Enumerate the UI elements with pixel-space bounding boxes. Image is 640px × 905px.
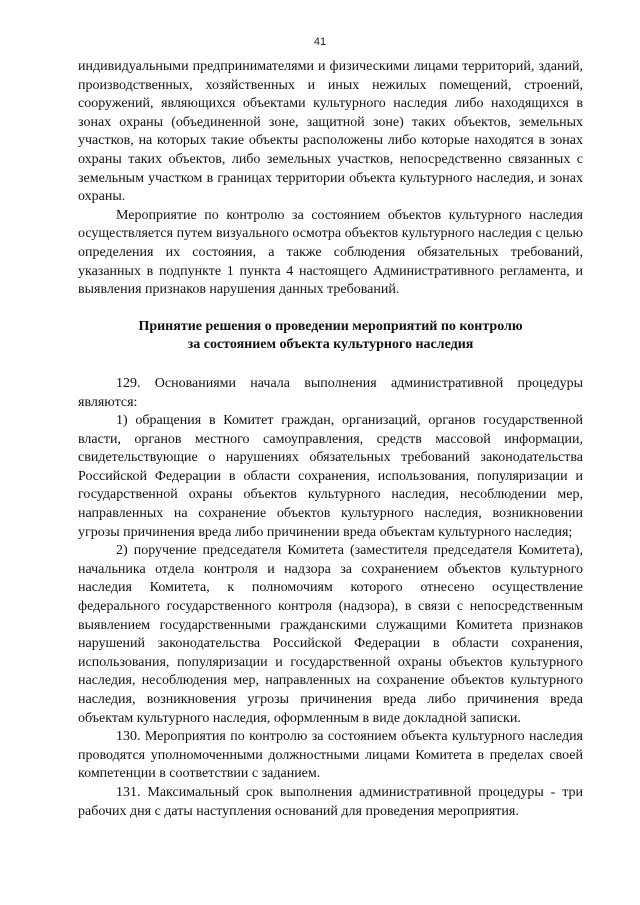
section-heading-line1: Принятие решения о проведении мероприятий по контролю xyxy=(138,318,523,334)
paragraph-130: 130. Мероприятия по контролю за состоянием объекта культурного наследия проводятся уполномоченными должностными лицами Комитета в пределах своей компетенции в соответствии с заданием. xyxy=(78,729,583,782)
paragraph-129-item-1: 1) обращения в Комитет граждан, организаций, органов государственной власти, органов местного самоуправления, средств массовой информации, свидетельствующие о нарушениях обязательных требований законодательства Российской Федерации в области сохранения, использования, популяризации и государственной охраны объектов культурного наследия, несоблюдении мер, направленных на сохранение объектов культурного наследия, возникновении угрозы причинения вреда либо причинении вреда объектам культурного наследия; xyxy=(78,413,583,540)
paragraph-131: 131. Максимальный срок выполнения административной процедуры - три рабочих дня с даты наступления оснований для проведения мероприятия. xyxy=(78,784,583,819)
paragraph-129-item-2: 2) поручение председателя Комитета (заместителя председателя Комитета), начальника отдела контроля и надзора за сохранением объектов культурного наследия Комитета, к полномочиям которого отнесено осуществление федерального государственного контроля (надзора), в связи с непосредственным выявлением государственными гражданскими служащими Комитета признаков нарушений законодательства Российской Федерации в области сохранения, использования, популяризации и государственной охраны объектов культурного наследия, несоблюдения мер, направленных на сохранение объектов культурного наследия, возникновения угрозы причинения вреда либо причинения вреда объектам культурного наследия, оформленным в виде докладной записки. xyxy=(78,543,583,726)
paragraph-visual-inspection: Мероприятие по контролю за состоянием объектов культурного наследия осуществляется путем визуального осмотра объектов культурного наследия с целью определения их состояния, а также соблюдения обязательных требований, указанных в подпункте 1 пункта 4 настоящего Административного регламента, и выявления признаков нарушения данных требований. xyxy=(78,207,583,298)
document-body xyxy=(78,58,583,821)
paragraph-129: 129. Основаниями начала выполнения административной процедуры являются: xyxy=(78,375,583,410)
paragraph-continuation: индивидуальными предпринимателями и физическими лицами территорий, зданий, производственных, хозяйственных и иных нежилых помещений, строений, сооружений, являющихся объектами культурного наследия либо находящихся в зонах охраны (объединенной зоне, защитной зоне) таких объектов, земельных участков, на которых такие объекты расположены либо которые находятся в зонах охраны таких объектов, либо земельных участков, непосредственно связанных с земельным участком в границах территории объекта культурного наследия, и зонах охраны. xyxy=(78,59,583,205)
page-number: 41 xyxy=(313,36,327,48)
section-heading-line2: за состоянием объекта культурного наследия xyxy=(187,337,474,353)
section-heading xyxy=(78,318,583,355)
